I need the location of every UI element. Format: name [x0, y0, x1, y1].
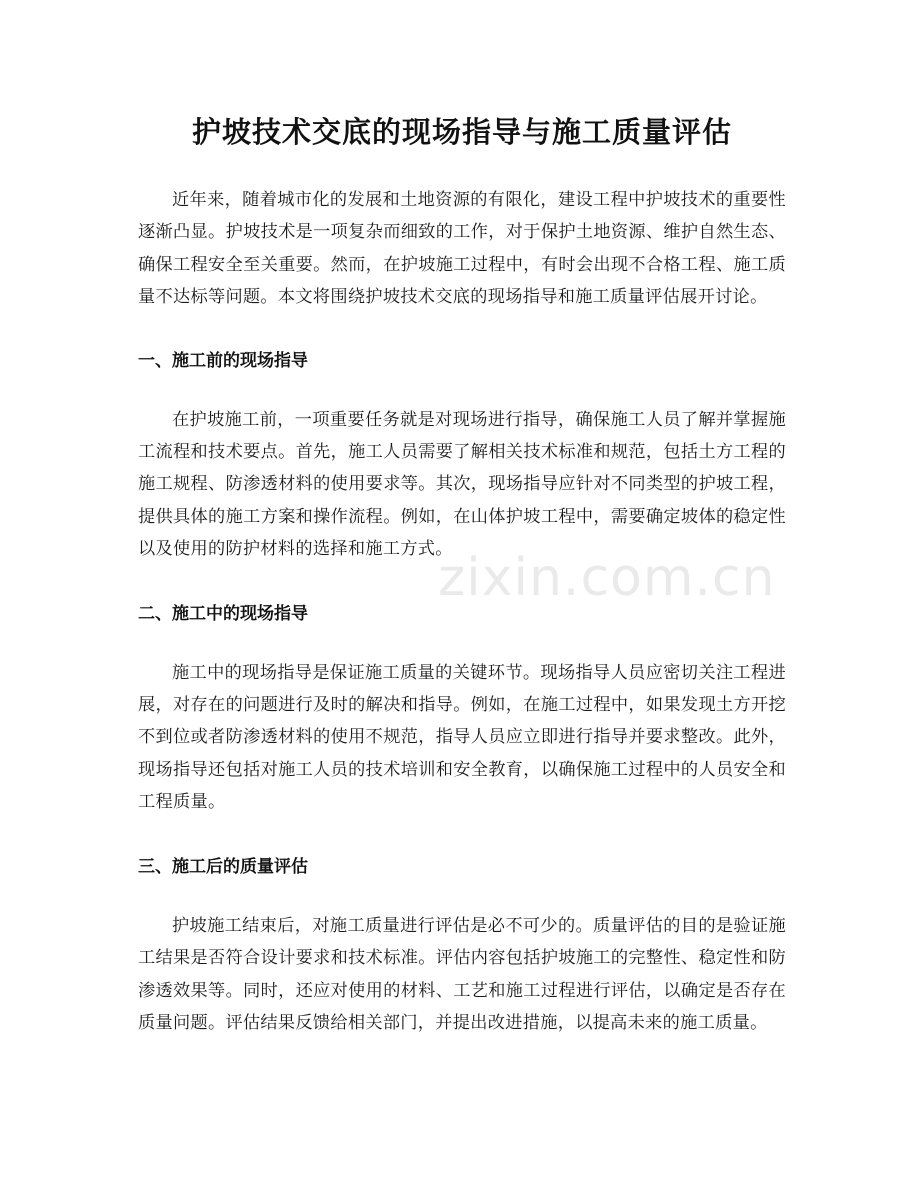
section-heading-quality-assessment: 三、施工后的质量评估: [138, 856, 308, 877]
section-body-quality-assessment: 护坡施工结束后，对施工质量进行评估是必不可少的。质量评估的目的是验证施工结果是否符合设计要求和技术标准。评估内容包括护坡施工的完整性、稳定性和防渗透效果等。同时，还应对使用的材料、工艺和施工过程进行评估，以确定是否存在质量问题。评估结果反馈给相关部门，并提出改进措施，以提高未来的施工质量。: [138, 915, 786, 1033]
watermark: zixin.com.cn: [438, 548, 776, 608]
section-body-pre-construction: 在护坡施工前，一项重要任务就是对现场进行指导，确保施工人员了解并掌握施工流程和技术要点。首先，施工人员需要了解相关技术标准和规范，包括土方工程的施工规程、防渗透材料的使用要求等。其次，现场指导应针对不同类型的护坡工程，提供具体的施工方案和操作流程。例如，在山体护坡工程中，需要确定坡体的稳定性以及使用的防护材料的选择和施工方式。: [138, 409, 786, 560]
page-title: 护坡技术交底的现场指导与施工质量评估: [191, 115, 732, 149]
intro-paragraph: 近年来，随着城市化的发展和土地资源的有限化，建设工程中护坡技术的重要性逐渐凸显。护坡技术是一项复杂而细致的工作，对于保护土地资源、维护自然生态、确保工程安全至关重要。然而，在护坡施工过程中，有时会出现不合格工程、施工质量不达标等问题。本文将围绕护坡技术交底的现场指导和施工质量评估展开讨论。: [138, 190, 786, 308]
section-heading-during-construction: 二、施工中的现场指导: [138, 603, 308, 624]
section-heading-pre-construction: 一、施工前的现场指导: [138, 350, 308, 371]
section-body-during-construction: 施工中的现场指导是保证施工质量的关键环节。现场指导人员应密切关注工程进展，对存在的问题进行及时的解决和指导。例如，在施工过程中，如果发现土方开挖不到位或者防渗透材料的使用不规范，指导人员应立即进行指导并要求整改。此外，现场指导还包括对施工人员的技术培训和安全教育，以确保施工过程中的人员安全和工程质量。: [138, 662, 786, 813]
document-page: [138, 0, 786, 1039]
